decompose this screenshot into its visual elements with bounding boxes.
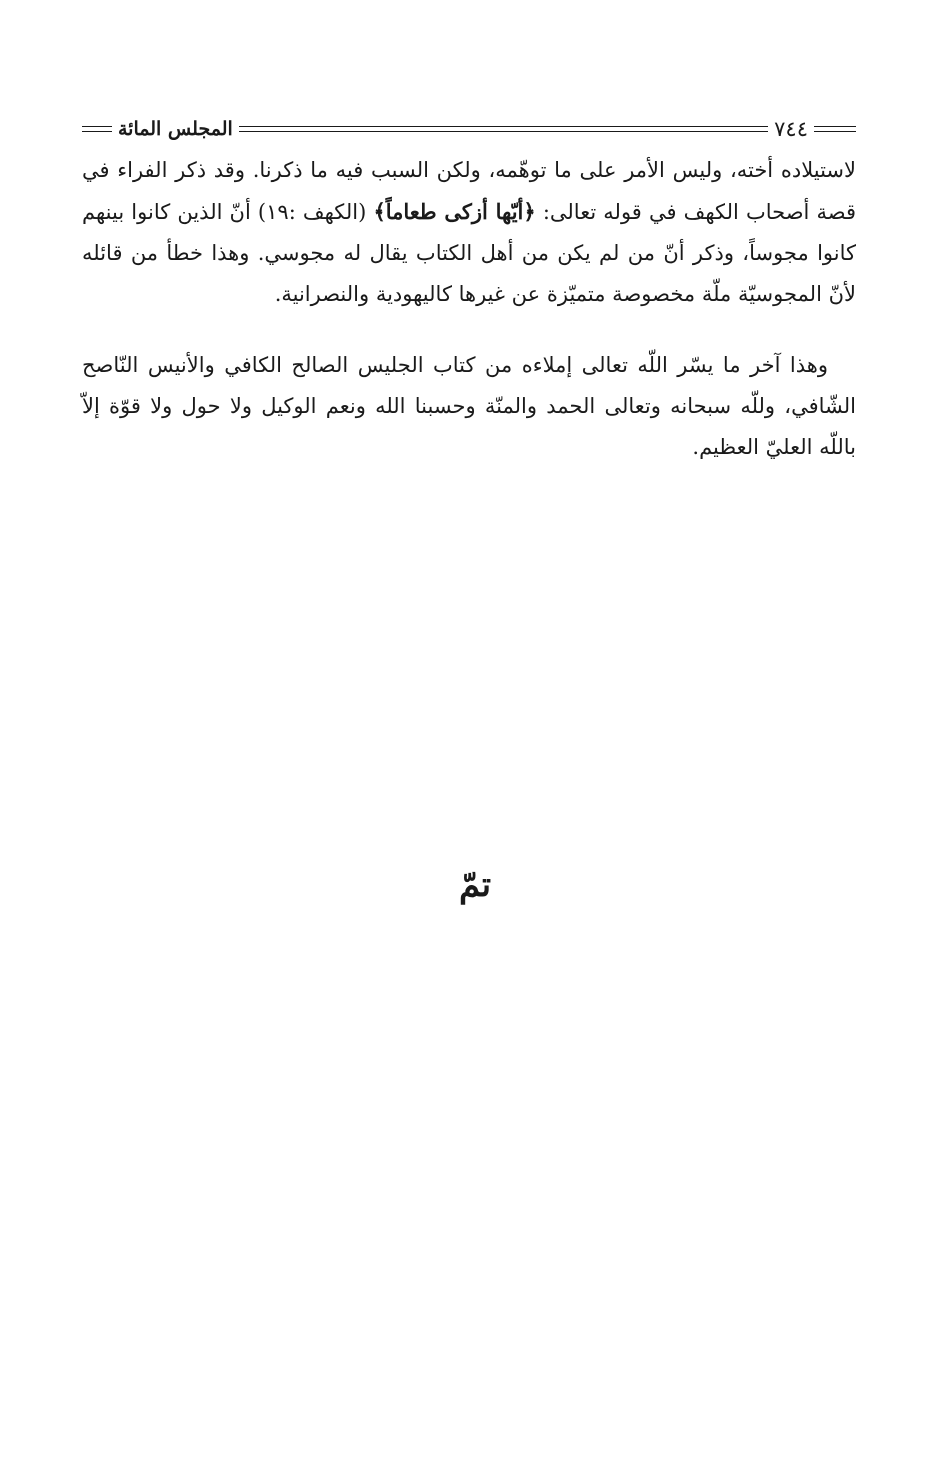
paragraph-2-text: وهذا آخر ما يسّر اللّه تعالى إملاءه من كتاب الجليس الصالح الكافي والأنيس النّاصح الشّافي، وللّه سبحانه وتعالى الحمد والمنّة وحسبنا الله ونعم الوكيل ولا حول ولا قوّة إلاّ باللّه العليّ العظيم. xyxy=(82,353,856,459)
paragraph-1-text-after: (الكهف :١٩) أنّ الذين كانوا بينهم كانوا مجوساً، وذكر أنّ من لم يكن من أهل الكتاب يقال له مجوسي. وهذا خطأ من قائله لأنّ المجوسيّة ملّة مخصوصة متميّزة عن غيرها كاليهودية والنصرانية. xyxy=(82,200,856,306)
header-rule-left xyxy=(82,126,112,132)
paragraph-2 xyxy=(82,345,856,468)
paragraph-1 xyxy=(82,150,856,315)
header-rule-long xyxy=(239,126,768,132)
page-number: ٧٤٤ xyxy=(774,117,808,141)
header-rule-right xyxy=(814,126,856,132)
quran-quote: ﴿أيّها أزكى طعاماً﴾ xyxy=(373,199,536,224)
running-header xyxy=(82,116,856,142)
paragraph-1-text-before: لاستيلاده أخته، وليس الأمر على ما توهّمه، ولكن السبب فيه ما ذكرنا. وقد ذكر الفراء في قصة أصحاب الكهف في قوله تعالى: xyxy=(82,158,857,224)
closing-word: تمّ xyxy=(458,865,492,905)
section-title: المجلس المائة xyxy=(118,118,233,140)
